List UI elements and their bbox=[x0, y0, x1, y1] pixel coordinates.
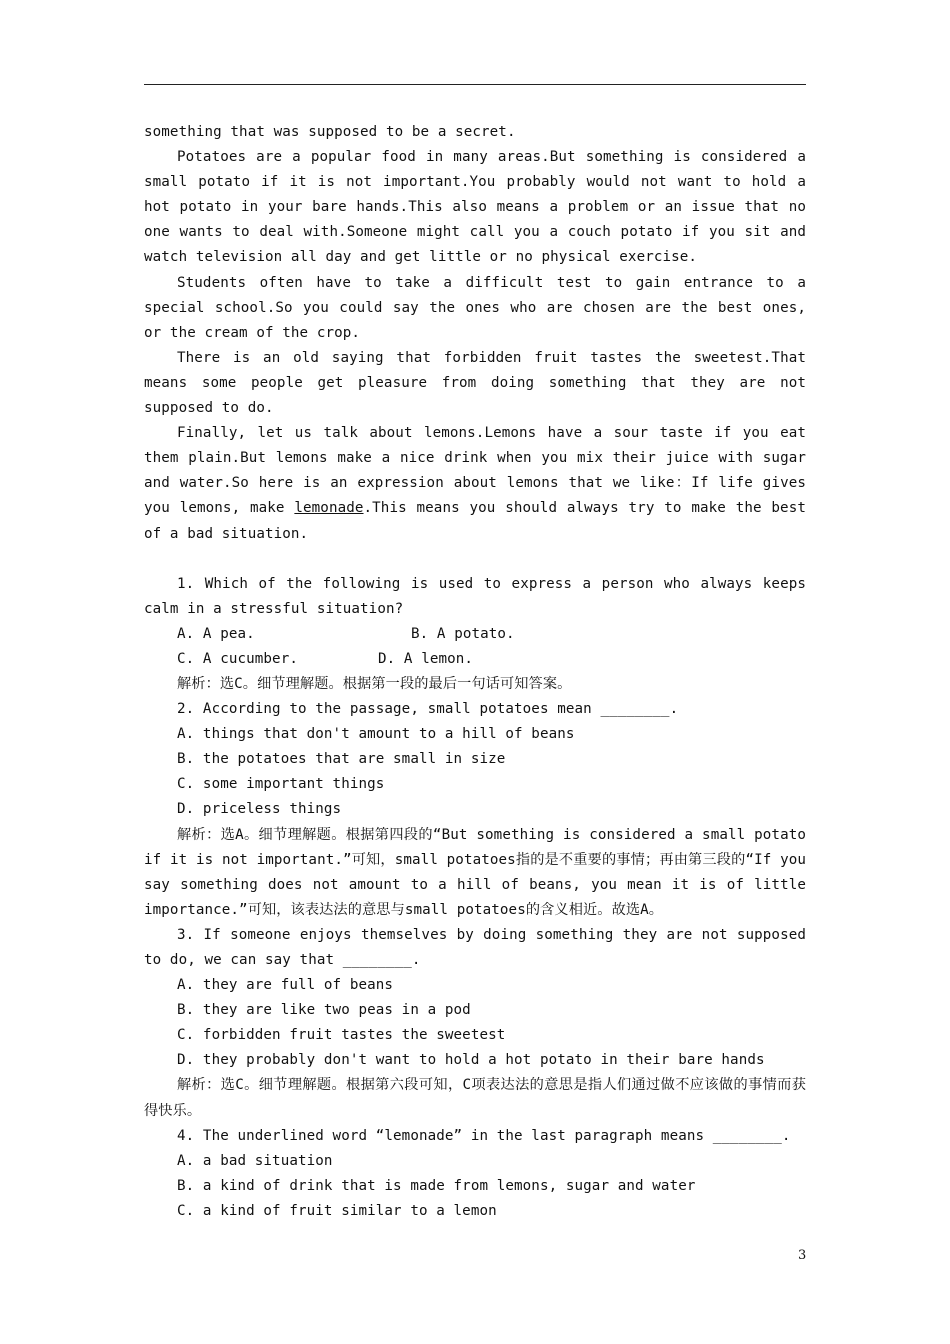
paragraph-text: .This means you should always try to make the best of a bad situation. bbox=[144, 500, 806, 542]
question-stem: 4. The underlined word “lemonade” in the last paragraph means ________. bbox=[177, 1127, 791, 1144]
option: C. a kind of fruit similar to a lemon bbox=[177, 1202, 497, 1219]
passage-paragraph: something that was supposed to be a secret. bbox=[144, 124, 516, 140]
option: A. A pea. bbox=[177, 625, 255, 642]
option: C. some important things bbox=[177, 776, 385, 793]
option: D. A lemon. bbox=[378, 650, 474, 667]
option-row bbox=[144, 647, 806, 672]
passage-paragraph bbox=[144, 421, 806, 546]
option: C. A cucumber. bbox=[177, 650, 298, 667]
option: B. a kind of drink that is made from lemons, sugar and water bbox=[177, 1177, 696, 1194]
spacer bbox=[144, 547, 806, 572]
question-stem: 1. Which of the following is used to express a person who always keeps calm in a stressful situation? bbox=[144, 575, 806, 617]
question-stem: 3. If someone enjoys themselves by doing something they are not supposed to do, we can say that ________. bbox=[144, 926, 806, 968]
underlined-word: lemonade bbox=[294, 500, 364, 517]
option: B. A potato. bbox=[411, 625, 515, 642]
analysis: 解析：选A。细节理解题。根据第四段的“But something is considered a small potato if it is not important.”可知，small potatoes指的是不重要的事情；再由第三段的“If you say something does not amount to a hill of beans, you mean it is of little importance.”可知，该表达法的意思与small potatoes的含义相近。故选A。 bbox=[144, 826, 806, 918]
analysis: 解析：选C。细节理解题。根据第一段的最后一句话可知答案。 bbox=[177, 675, 572, 692]
option: D. they probably don't want to hold a hot potato in their bare hands bbox=[177, 1052, 765, 1069]
option: D. priceless things bbox=[177, 801, 342, 818]
analysis: 解析：选C。细节理解题。根据第六段可知，C项表达法的意思是指人们通过做不应该做的事情而获得快乐。 bbox=[144, 1077, 806, 1119]
paragraph-text: Finally, let us talk about lemons.Lemons have a sour taste if you eat them plain.But lemons make a nice drink when you mix their juice with sugar and water.So here is an expression about lemons that we like：If life gives you lemons, make bbox=[144, 425, 806, 517]
passage-paragraph: Students often have to take a difficult test to gain entrance to a special school.So you could say the ones who are chosen are the best ones, or the cream of the crop. bbox=[144, 274, 806, 341]
option: B. the potatoes that are small in size bbox=[177, 751, 506, 768]
option: A. a bad situation bbox=[177, 1152, 333, 1169]
header-rule bbox=[144, 84, 806, 85]
page-number: 3 bbox=[798, 1248, 807, 1263]
option: B. they are like two peas in a pod bbox=[177, 1002, 471, 1019]
question-stem: 2. According to the passage, small potatoes mean ________. bbox=[177, 701, 679, 718]
option: A. they are full of beans bbox=[177, 977, 394, 994]
option-row bbox=[144, 622, 806, 647]
page-content bbox=[144, 120, 806, 1224]
passage-paragraph: Potatoes are a popular food in many areas.But something is considered a small potato if it is not important.You probably would not want to hold a hot potato in your bare hands.This also means a problem or an issue that no one wants to deal with.Someone might call you a couch potato if you sit and watch television all day and get little or no physical exercise. bbox=[144, 149, 806, 266]
option: C. forbidden fruit tastes the sweetest bbox=[177, 1027, 506, 1044]
passage-paragraph: There is an old saying that forbidden fruit tastes the sweetest.That means some people get pleasure from doing something that they are not supposed to do. bbox=[144, 349, 806, 417]
option: A. things that don't amount to a hill of beans bbox=[177, 726, 575, 743]
